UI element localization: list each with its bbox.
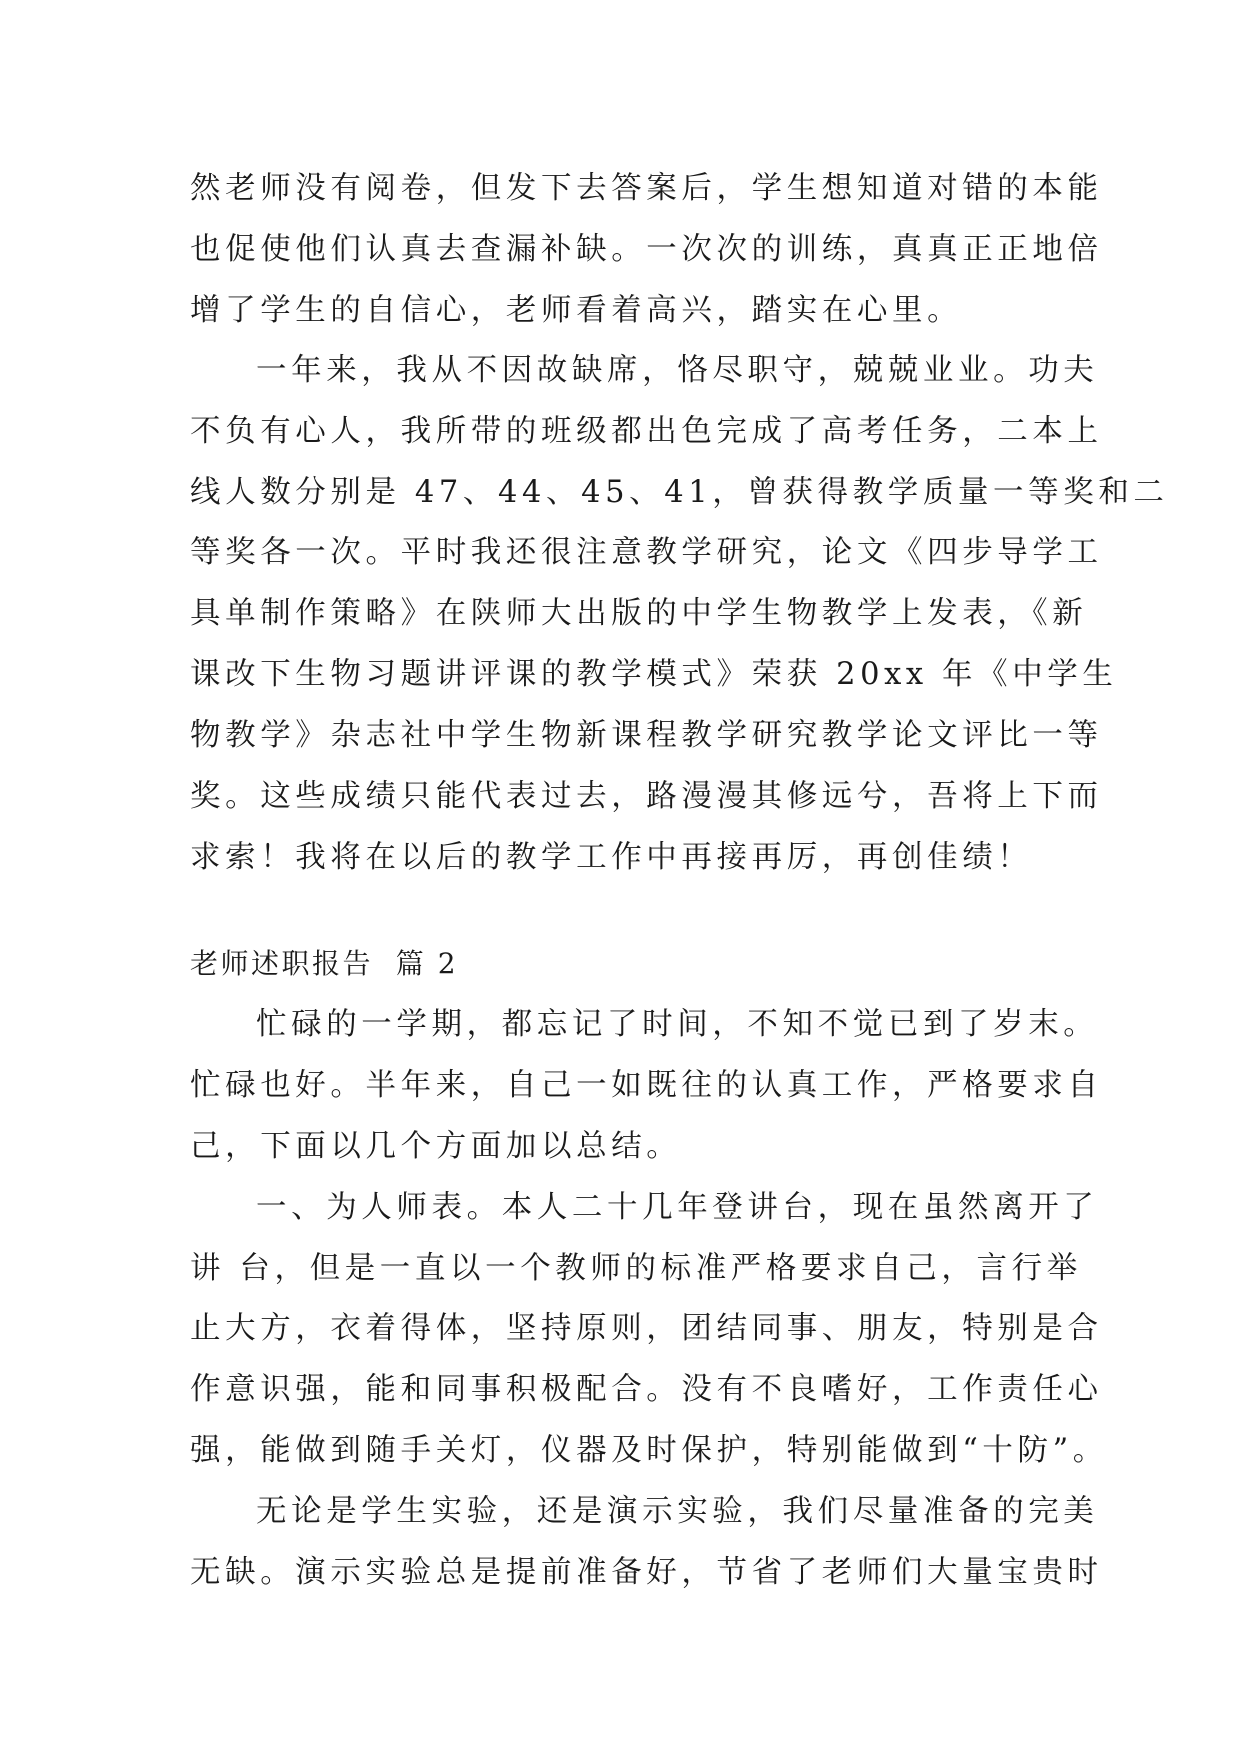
text-line: 求索！我将在以后的教学工作中再接再厉，再创佳绩！ xyxy=(190,840,1033,875)
text-line: 无论是学生实验，还是演示实验，我们尽量准备的完美 xyxy=(256,1494,1099,1529)
text-line: 讲 台，但是一直以一个教师的标准严格要求自己，言行举 xyxy=(190,1251,1082,1286)
text-line: 强，能做到随手关灯，仪器及时保护，特别能做到“十防”。 xyxy=(190,1433,1108,1468)
text-line: 增了学生的自信心，老师看着高兴，踏实在心里。 xyxy=(190,293,963,328)
text-line: 具单制作策略》在陕师大出版的中学生物教学上发表，《新 xyxy=(190,596,1088,631)
text-line: 线人数分别是 47、44、45、41，曾获得教学质量一等奖和二 xyxy=(190,475,1169,510)
text-line: 一、为人师表。本人二十几年登讲台，现在虽然离开了 xyxy=(256,1190,1099,1225)
text-line: 一年来，我从不因故缺席，恪尽职守，兢兢业业。功夫 xyxy=(256,353,1099,388)
text-line: 忙碌的一学期，都忘记了时间，不知不觉已到了岁末。 xyxy=(256,1007,1099,1042)
text-line: 忙碌也好。半年来，自己一如既往的认真工作，严格要求自 xyxy=(190,1068,1103,1103)
text-line: 止大方，衣着得体，坚持原则，团结同事、朋友，特别是合 xyxy=(190,1311,1103,1346)
section-heading: 老师述职报告 篇 2 xyxy=(190,947,459,980)
text-line: 作意识强，能和同事积极配合。没有不良嗜好，工作责任心 xyxy=(190,1372,1103,1407)
text-line: 物教学》杂志社中学生物新课程教学研究教学论文评比一等 xyxy=(190,718,1103,753)
text-line: 不负有心人，我所带的班级都出色完成了高考任务，二本上 xyxy=(190,414,1103,449)
text-line: 奖。这些成绩只能代表过去，路漫漫其修远兮，吾将上下而 xyxy=(190,779,1103,814)
text-line: 然老师没有阅卷，但发下去答案后，学生想知道对错的本能 xyxy=(190,171,1103,206)
text-line: 己，下面以几个方面加以总结。 xyxy=(190,1129,682,1164)
text-line: 课改下生物习题讲评课的教学模式》荣获 20xx 年《中学生 xyxy=(190,657,1118,692)
text-line: 无缺。演示实验总是提前准备好，节省了老师们大量宝贵时 xyxy=(190,1555,1103,1590)
text-line: 也促使他们认真去查漏补缺。一次次的训练，真真正正地倍 xyxy=(190,232,1103,267)
text-line: 等奖各一次。平时我还很注意教学研究，论文《四步导学工 xyxy=(190,535,1103,570)
